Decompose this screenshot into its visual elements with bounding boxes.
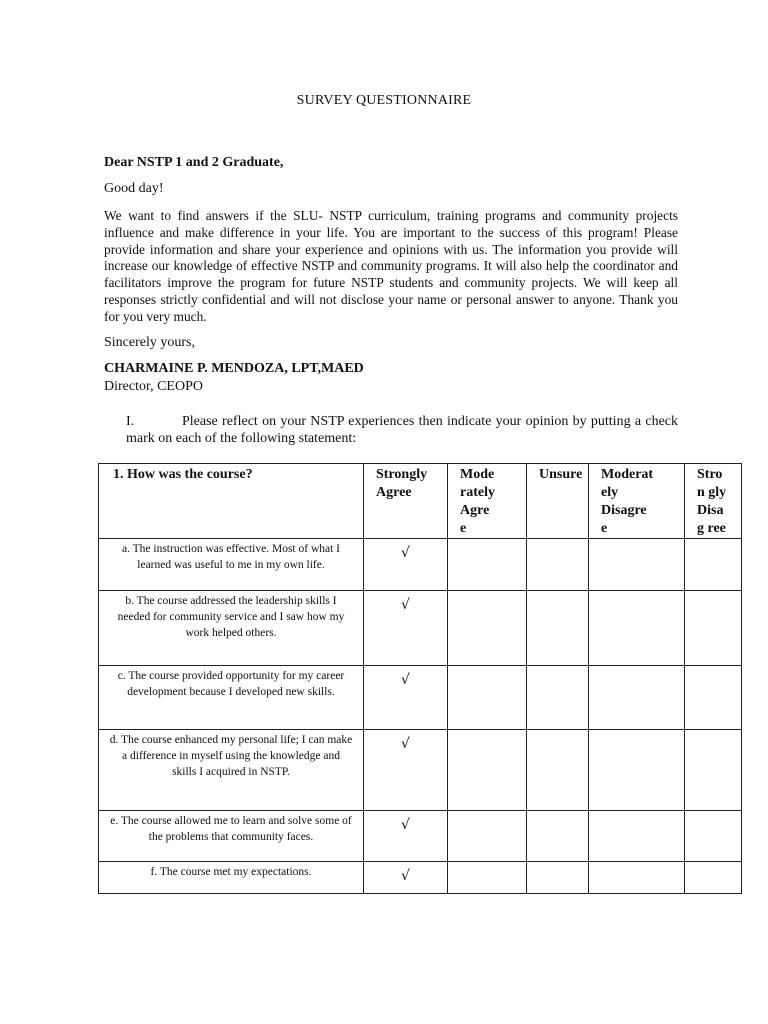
response-cell[interactable] bbox=[527, 862, 589, 894]
statement-cell: d. The course enhanced my personal life; I can make a difference in myself using the knowledge and skills I acquired in NSTP. bbox=[99, 730, 364, 811]
option-header-line: Agre bbox=[460, 503, 490, 518]
instruction bbox=[126, 413, 678, 447]
table-row bbox=[99, 539, 742, 591]
response-cell[interactable] bbox=[364, 730, 448, 811]
option-header-line: Disa bbox=[697, 503, 724, 518]
response-cell[interactable] bbox=[448, 811, 527, 862]
check-mark-icon: √ bbox=[401, 868, 410, 884]
statement-cell: c. The course provided opportunity for my career development because I developed new skills. bbox=[99, 666, 364, 730]
option-header-line: Stro bbox=[697, 467, 723, 482]
signer-title: Director, CEOPO bbox=[104, 379, 203, 394]
survey-table bbox=[98, 463, 742, 894]
response-cell[interactable] bbox=[448, 539, 527, 591]
option-header-line: g ree bbox=[697, 521, 726, 536]
option-header-line: Strongly bbox=[376, 467, 428, 482]
response-cell[interactable] bbox=[448, 591, 527, 666]
check-mark-icon: √ bbox=[401, 736, 410, 752]
check-mark-icon: √ bbox=[401, 597, 410, 613]
response-cell[interactable] bbox=[589, 539, 685, 591]
response-cell[interactable] bbox=[589, 730, 685, 811]
response-cell[interactable] bbox=[448, 666, 527, 730]
response-cell[interactable] bbox=[527, 811, 589, 862]
check-mark-icon: √ bbox=[401, 672, 410, 688]
closing: Sincerely yours, bbox=[104, 335, 195, 350]
response-cell[interactable] bbox=[364, 862, 448, 894]
option-header-strongly-disagree bbox=[685, 464, 742, 539]
table-row bbox=[99, 666, 742, 730]
option-header-unsure bbox=[527, 464, 589, 539]
response-cell[interactable] bbox=[589, 811, 685, 862]
instruction-numeral: I. bbox=[126, 414, 135, 429]
signer-name: CHARMAINE P. MENDOZA, LPT,MAED bbox=[104, 361, 364, 376]
response-cell[interactable] bbox=[364, 666, 448, 730]
response-cell[interactable] bbox=[364, 591, 448, 666]
survey-table-body bbox=[99, 539, 742, 894]
statement-cell: f. The course met my expectations. bbox=[99, 862, 364, 894]
option-header-strongly-agree bbox=[364, 464, 448, 539]
option-header-line: Unsure bbox=[539, 467, 583, 482]
statement-cell: e. The course allowed me to learn and solve some of the problems that community faces. bbox=[99, 811, 364, 862]
response-cell[interactable] bbox=[589, 666, 685, 730]
response-cell[interactable] bbox=[685, 666, 742, 730]
response-cell[interactable] bbox=[685, 591, 742, 666]
option-header-line: ely bbox=[601, 485, 619, 500]
option-header-line: rately bbox=[460, 485, 495, 500]
response-cell[interactable] bbox=[589, 591, 685, 666]
response-cell[interactable] bbox=[448, 862, 527, 894]
option-header-moderately-disagree bbox=[589, 464, 685, 539]
response-cell[interactable] bbox=[685, 730, 742, 811]
intro-paragraph: We want to find answers if the SLU- NSTP curriculum, training programs and community projects influence and make difference in your life. You are important to the success of this program! Please provide information and share your experience and opinions with us. The information you provide will increase our knowledge of effective NSTP and community programs. It will also help the coordinator and facilitators improve the program for future NSTP students and community projects. We will keep all responses strictly confidential and will not disclose your name or personal answer to anyone. Thank you for you very much. bbox=[104, 208, 678, 324]
response-cell[interactable] bbox=[448, 730, 527, 811]
check-mark-icon: √ bbox=[401, 545, 410, 561]
greeting: Good day! bbox=[104, 181, 164, 196]
option-header-line: Mode bbox=[460, 467, 495, 482]
option-header-line: e bbox=[601, 521, 608, 536]
response-cell[interactable] bbox=[527, 730, 589, 811]
table-row bbox=[99, 811, 742, 862]
table-row bbox=[99, 862, 742, 894]
option-header-moderately-agree bbox=[448, 464, 527, 539]
response-cell[interactable] bbox=[364, 539, 448, 591]
statement-cell: a. The instruction was effective. Most of what I learned was useful to me in my own life. bbox=[99, 539, 364, 591]
response-cell[interactable] bbox=[527, 591, 589, 666]
response-cell[interactable] bbox=[589, 862, 685, 894]
table-row bbox=[99, 591, 742, 666]
option-header-line: n gly bbox=[697, 485, 727, 500]
check-mark-icon: √ bbox=[401, 817, 410, 833]
page-title: SURVEY QUESTIONNAIRE bbox=[296, 93, 472, 108]
response-cell[interactable] bbox=[685, 862, 742, 894]
response-cell[interactable] bbox=[527, 539, 589, 591]
response-cell[interactable] bbox=[527, 666, 589, 730]
option-header-line: e bbox=[460, 521, 467, 536]
option-header-line: Moderat bbox=[601, 467, 654, 482]
instruction-text: Please reflect on your NSTP experiences then indicate your opinion by putting a check mark on each of the following statement: bbox=[126, 414, 678, 446]
salutation: Dear NSTP 1 and 2 Graduate, bbox=[104, 155, 284, 170]
table-row bbox=[99, 730, 742, 811]
response-cell[interactable] bbox=[364, 811, 448, 862]
response-cell[interactable] bbox=[685, 811, 742, 862]
table-header-row bbox=[99, 464, 742, 539]
question-header: 1. How was the course? bbox=[99, 464, 364, 539]
option-header-line: Agree bbox=[376, 485, 412, 500]
response-cell[interactable] bbox=[685, 539, 742, 591]
statement-cell: b. The course addressed the leadership skills I needed for community service and I saw how my work helped others. bbox=[99, 591, 364, 666]
option-header-line: Disagre bbox=[601, 503, 647, 518]
